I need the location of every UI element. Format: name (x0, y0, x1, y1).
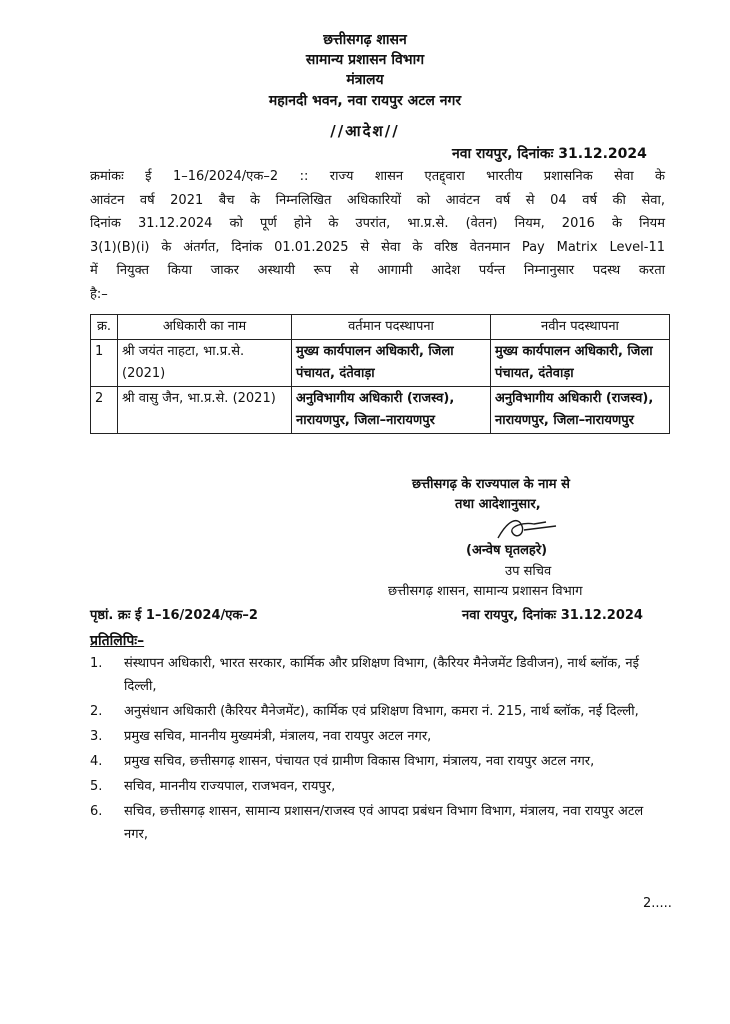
order-date: नवा रायपुर, दिनांकः 31.12.2024 (452, 146, 647, 162)
endorsement-number: पृष्ठां. क्रः ई 1–16/2024/एक–2 (90, 608, 258, 623)
col-serial: क्र. (91, 315, 118, 340)
table-header-row (91, 315, 670, 340)
posting-table (90, 314, 670, 434)
list-item: 1. संस्थापन अधिकारी, भारत सरकार, कार्मिक और प्रशिक्षण विभाग, (कैरियर मैनेजमेंट डिवीजन), नार्थ ब्लॉक, नई दिल्ली, (90, 656, 639, 694)
signatory-designation: उप सचिव (505, 564, 552, 579)
table-row (91, 340, 670, 387)
governor-line: छत्तीसगढ़ के राज्यपाल के नाम से (412, 477, 570, 492)
col-current-posting: वर्तमान पदस्थापना (292, 315, 491, 340)
list-item: 3. प्रमुख सचिव, माननीय मुख्यमंत्री, मंत्रालय, नवा रायपुर अटल नगर, (90, 729, 432, 744)
col-officer-name: अधिकारी का नाम (118, 315, 292, 340)
cell-serial: 2 (91, 387, 118, 434)
body-line: है:– (90, 286, 108, 302)
header-address: महानदी भवन, नवा रायपुर अटल नगर (268, 93, 462, 109)
cell-new-posting: अनुविभागीय अधिकारी (राजस्व), नारायणपुर, जिला–नारायणपुर (491, 387, 670, 434)
header-ministry: मंत्रालय (346, 72, 384, 88)
list-item: 5. सचिव, माननीय राज्यपाल, राजभवन, रायपुर, (90, 779, 336, 794)
body-line: में नियुक्त किया जाकर अस्थायी रूप से आगामी आदेश पर्यन्त निम्नानुसार पदस्थ करता (90, 263, 665, 278)
body-line: दिनांक 31.12.2024 को पूर्ण होने के उपरांत, भा.प्र.से. (वेतन) नियम, 2016 के नियम (90, 216, 665, 231)
header-department: सामान्य प्रशासन विभाग (305, 52, 425, 68)
order-line: तथा आदेशानुसार, (455, 497, 541, 512)
signatory-department: छत्तीसगढ़ शासन, सामान्य प्रशासन विभाग (388, 584, 583, 599)
body-line: क्रमांकः ई 1–16/2024/एक–2 :: राज्य शासन एतद्द्वारा भारतीय प्रशासनिक सेवा के (90, 169, 665, 184)
body-line: 3(1)(B)(i) के अंतर्गत, दिनांक 01.01.2025 से सेवा के वरिष्ठ वेतनमान Pay Matrix Level-11 (90, 239, 665, 255)
table-row (91, 387, 670, 434)
cell-officer-name: श्री जयंत नाहटा, भा.प्र.से. (2021) (118, 340, 292, 387)
col-new-posting: नवीन पदस्थापना (491, 315, 670, 340)
list-item: 2. अनुसंधान अधिकारी (कैरियर मैनेजमेंट), कार्मिक एवं प्रशिक्षण विभाग, कमरा नं. 215, नार्थ ब्लॉक, नई दिल्ली, (90, 704, 639, 719)
cell-serial: 1 (91, 340, 118, 387)
signatory-name: (अन्वेष घृतलहरे) (466, 543, 548, 558)
cell-current-posting: अनुविभागीय अधिकारी (राजस्व), नारायणपुर, जिला–नारायणपुर (292, 387, 491, 434)
body-line: आवंटन वर्ष 2021 बैच के निम्नलिखित अधिकारियों को आवंटन वर्ष से 04 वर्ष की सेवा, (90, 192, 665, 208)
endorsement-date: नवा रायपुर, दिनांकः 31.12.2024 (462, 608, 643, 623)
list-item: 6. सचिव, छत्तीसगढ़ शासन, सामान्य प्रशासन/राजस्व एवं आपदा प्रबंधन विभाग विभाग, मंत्रालय, नवा रायपुर अटल नगर, (90, 804, 644, 842)
order-body (90, 165, 665, 306)
cell-new-posting: मुख्य कार्यपालन अधिकारी, जिला पंचायत, दंतेवाड़ा (491, 340, 670, 387)
order-title: //आदेश// (330, 122, 400, 140)
copy-to-label: प्रतिलिपिः– (90, 633, 145, 649)
cell-officer-name: श्री वासु जैन, भा.प्र.से. (2021) (118, 387, 292, 434)
list-item: 4. प्रमुख सचिव, छत्तीसगढ़ शासन, पंचायत एवं ग्रामीण विकास विभाग, मंत्रालय, नवा रायपुर अटल नगर, (90, 754, 595, 769)
copy-to-list (90, 652, 670, 848)
cell-current-posting: मुख्य कार्यपालन अधिकारी, जिला पंचायत, दंतेवाड़ा (292, 340, 491, 387)
header-government: छत्तीसगढ़ शासन (323, 32, 407, 48)
page-continuation: 2..... (643, 896, 672, 911)
